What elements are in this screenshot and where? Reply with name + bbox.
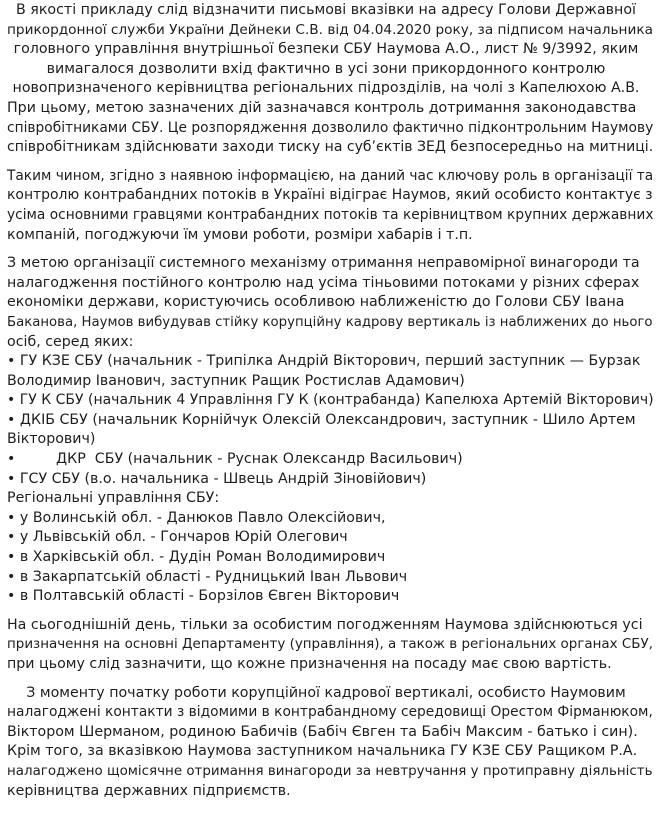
text-line: при цьому слід зазначити, що кожне призначення на посаду має свою вартість.: [7, 656, 612, 672]
text-line: З метою організації системного механізму отримання неправомірної винагороди та: [7, 255, 640, 272]
text-line: налагоджені контакти з відомими в контрабандному середовищі Орестом Фірманюком,: [7, 704, 653, 721]
text-line: налагоджено щомісячне отримання винагороди за невтручання у протиправну діяльність: [7, 763, 653, 779]
list-item: • ДКР СБУ (начальник - Руснак Олександр Васильович): [7, 451, 463, 468]
paragraph-3: [7, 254, 657, 607]
text-line: економіки держави, користуючись особливою наближеністю до Голови СБУ Івана: [7, 294, 625, 311]
text-line: компаній, погоджуючи їм умови роботи, розміри хабарів і т.п.: [7, 226, 473, 243]
text-line: Таким чином, згідно з наявною інформацією, на даний час ключову роль в організації та: [7, 167, 654, 184]
list-item: • в Полтавській області - Борзілов Євген Вікторович: [7, 588, 400, 605]
paragraph-1: [7, 1, 657, 158]
text-line: співробітниками СБУ. Це розпорядження дозволило фактично підконтрольним Наумову: [7, 119, 654, 136]
list-item: • ДКІБ СБУ (начальник Корнійчук Олексій Олександрович, заступник - Шило Артем: [7, 411, 636, 428]
text-line: співробітникам здійснювати заходи тиску на суб’єктів ЗЕД безпосередньо на митниці.: [7, 139, 654, 156]
section-heading: Регіональні управління СБУ:: [7, 490, 220, 507]
paragraph-5: [7, 684, 657, 802]
text-line: головного управління внутрішньої безпеки СБУ Наумова А.О., лист № 9/3992, яким: [13, 41, 639, 58]
list-item: • у Львівській обл. - Гончаров Юрій Олегович: [7, 529, 348, 546]
paragraph-2: [7, 167, 657, 245]
text-line: Баканова, Наумов вибудував стійку корупційну кадрову вертикаль із наближених до нього: [7, 314, 653, 330]
text-line: З моменту початку роботи корупційної кадрової вертикалі, особисто Наумовим: [26, 684, 626, 701]
list-item: • ГУ К СБУ (начальник 4 Управління ГУ К (контрабанда) Капелюха Артемій Вікторович): [7, 392, 654, 409]
text-line: При цьому, метою зазначених дій зазначався контроль дотримання законодавства: [7, 99, 637, 116]
text-line: налагодження постійного контролю над усіма тіньовими потоками у різних сферах: [7, 274, 640, 291]
text-line: керівництва державних підприємств.: [7, 782, 291, 799]
paragraph-4: [7, 616, 657, 675]
text-line: усіма основними гравцями контрабандних потоків та керівництвом крупних державних: [7, 206, 654, 223]
text-line: На сьогоднішній день, тільки за особистим погодженням Наумова здійснюються усі: [7, 616, 643, 633]
list-item: • у Волинській обл. - Данюков Павло Олексійович,: [7, 509, 386, 526]
text-line: осіб, серед яких:: [7, 333, 134, 350]
text-line: призначення на основні Департаменту (управління), а також в регіональних органах СБУ,: [7, 637, 653, 653]
text-line: В якості прикладу слід відзначити письмові вказівки на адресу Голови Державної: [16, 2, 636, 18]
text-line: контролю контрабандних потоків в Україні відіграє Наумов, який особисто контактує з: [7, 187, 653, 204]
text-line: новопризначеного керівництва регіональних підрозділів, на чолі з Капелюхою А.В.: [12, 80, 640, 97]
list-item: • в Закарпатській області - Рудницький Іван Львович: [7, 568, 408, 585]
list-item-continuation: Вікторович): [7, 431, 96, 448]
text-line: вимагалося дозволити вхід фактично в усі зони прикордонного контролю: [46, 60, 606, 77]
text-line: Віктором Шерманом, родиною Бабичів (Бабіч Євген та Бабіч Максим - батько і син).: [7, 723, 638, 740]
list-item-continuation: Володимир Іванович, заступник Ращик Ростислав Адамович): [7, 372, 465, 389]
text-line: Крім того, за вказівкою Наумова заступником начальника ГУ КЗЕ СБУ Ращиком Р.А.: [7, 743, 638, 760]
list-item: • ГУ КЗЕ СБУ (начальник - Трипілка Андрій Вікторович, перший заступник — Бурзак: [7, 353, 641, 370]
list-item: • ГСУ СБУ (в.о. начальника - Швець Андрій Зіновійович): [7, 470, 427, 487]
text-line: прикордонної служби України Дейнеки С.В. від 04.04.2020 року, за підписом начальника: [7, 21, 653, 38]
list-item: • в Харківській обл. - Дудін Роман Володимирович: [7, 549, 386, 566]
